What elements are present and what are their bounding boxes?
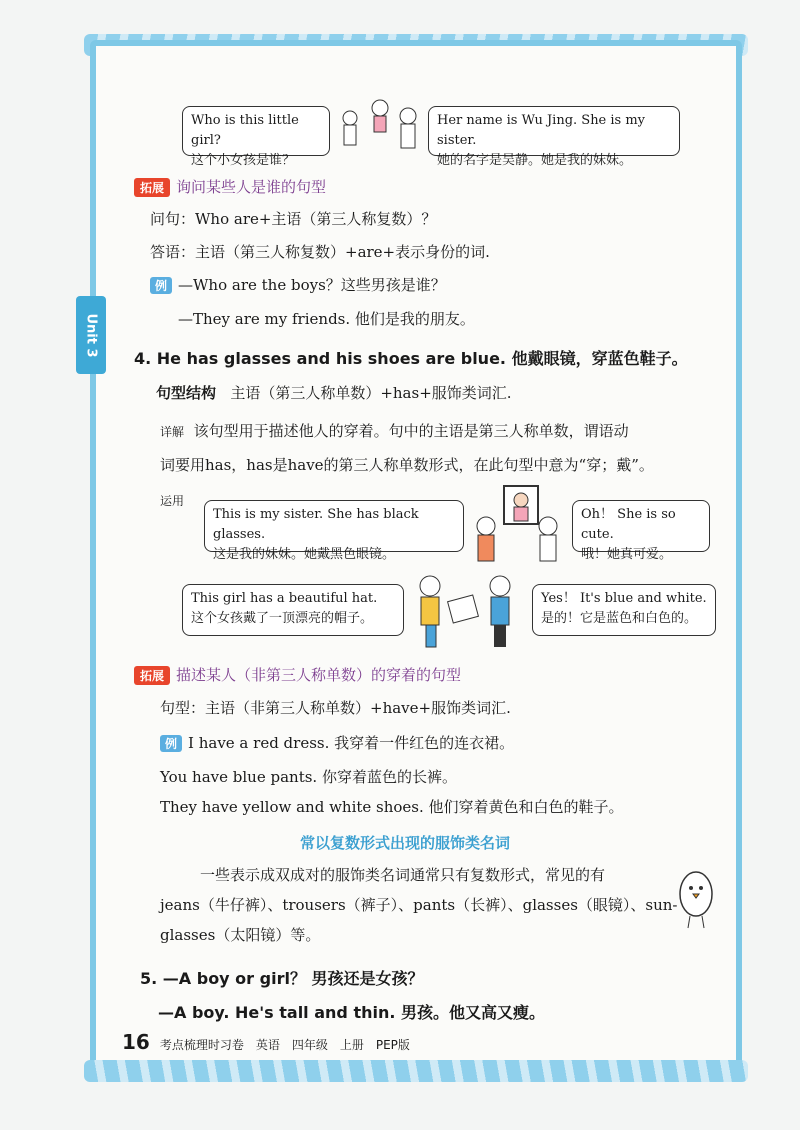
children-illustration xyxy=(336,96,422,160)
example-line: —They are my friends. 他们是我的朋友。 xyxy=(178,310,475,328)
extension-heading: 拓展 询问某些人是谁的句型 xyxy=(134,176,326,197)
note-line: glasses（太阳镜）等。 xyxy=(160,926,321,944)
example-line: You have blue pants. 你穿着蓝色的长裤。 xyxy=(160,768,457,786)
structure-line: 句型结构 主语（第三人称单数）+has+服饰类词汇. xyxy=(156,384,512,402)
pattern-line: 句型：主语（非第三人称单数）+have+服饰类词汇. xyxy=(160,699,511,717)
speech-bubble: Who is this little girl? 这个小女孩是谁？ xyxy=(182,106,330,156)
speech-bubble: This is my sister. She has black glasses. 这是我的妹妹。她戴黑色眼镜。 xyxy=(204,500,464,552)
speech-bubble: Yes！ It's blue and white. 是的！它是蓝色和白色的。 xyxy=(532,584,716,636)
unit-tab: Unit 3 xyxy=(76,296,106,374)
hat-illustration xyxy=(408,572,526,654)
sister-photo-illustration xyxy=(468,484,568,570)
section-heading: 4. He has glasses and his shoes are blue. 他戴眼镜，穿蓝色鞋子。 xyxy=(134,349,688,368)
note-title: 常以复数形式出现的服饰类名词 xyxy=(300,834,511,852)
note-line: jeans（牛仔裤）、trousers（裤子）、pants（长裤）、glasses（眼镜）、sun- xyxy=(160,896,678,914)
note-line: 一些表示成双成对的服饰类名词通常只有复数形式，常见的有 xyxy=(200,866,606,884)
chick-icon xyxy=(676,862,718,932)
speech-bubble: Her name is Wu Jing. She is my sister. 她的名字是吴静。她是我的妹妹。 xyxy=(428,106,680,156)
page-footer: 16 考点梳理时习卷 英语 四年级 上册 PEP版 xyxy=(122,1030,410,1054)
extension-heading: 拓展 描述某人（非第三人称单数）的穿着的句型 xyxy=(134,664,461,685)
answer-pattern: 答语：主语（第三人称复数）+are+表示身份的词. xyxy=(150,243,490,261)
detail-line: 词要用has，has是have的第三人称单数形式，在此句型中意为“穿；戴”。 xyxy=(160,456,654,474)
page-number: 16 xyxy=(122,1030,150,1054)
example-line: They have yellow and white shoes. 他们穿着黄色和白色的鞋子。 xyxy=(160,798,624,816)
use-label: 运用 xyxy=(160,494,185,508)
frame-bottom-border xyxy=(84,1060,748,1082)
section-answer: —A boy. He's tall and thin. 男孩。他又高又瘦。 xyxy=(158,1003,546,1022)
speech-bubble: Oh！ She is so cute. 哦！她真可爱。 xyxy=(572,500,710,552)
example-line: 例 —Who are the boys？这些男孩是谁？ xyxy=(150,274,446,295)
section-heading: 5. —A boy or girl？ 男孩还是女孩？ xyxy=(140,969,424,988)
speech-bubble: This girl has a beautiful hat. 这个女孩戴了一顶漂亮的帽子。 xyxy=(182,584,404,636)
detail-line: 详解 该句型用于描述他人的穿着。句中的主语是第三人称单数，谓语动 xyxy=(160,422,629,440)
question-pattern: 问句：Who are+主语（第三人称复数）？ xyxy=(150,210,437,228)
example-line: 例 I have a red dress. 我穿着一件红色的连衣裙。 xyxy=(160,732,514,753)
